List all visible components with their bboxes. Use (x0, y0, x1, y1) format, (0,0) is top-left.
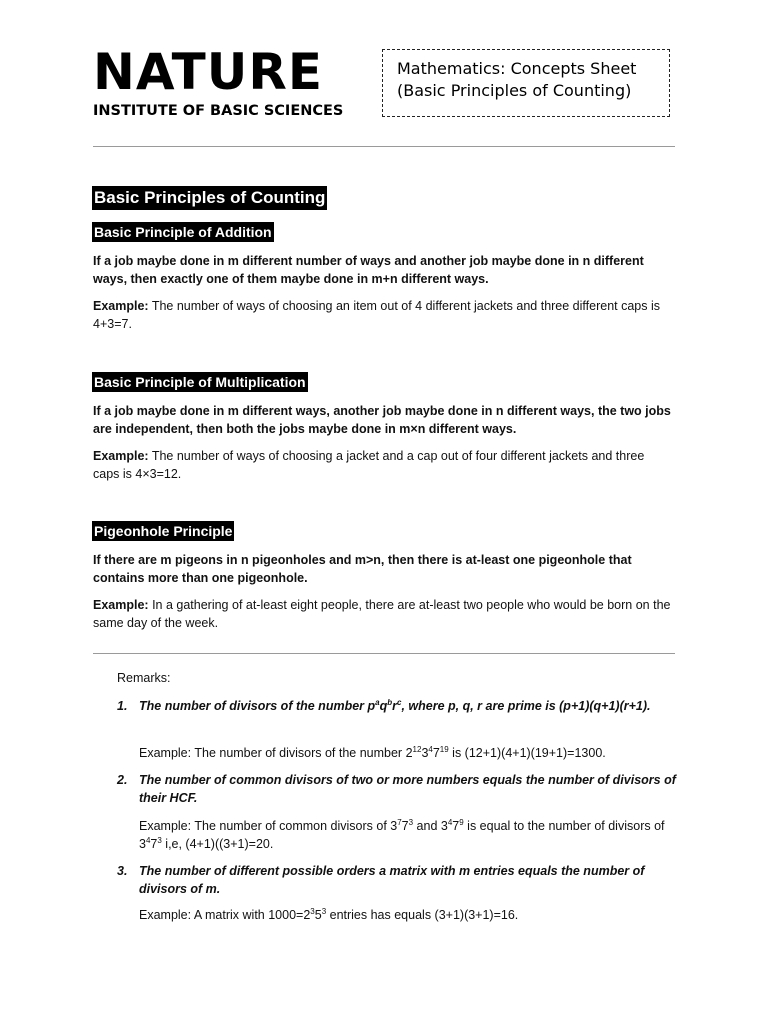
remark-1-example: Example: The number of divisors of the number $2^{12}3^47^{19}$ is (12+1)(4+1)(19+1)=1300. (139, 744, 606, 760)
remark-number: 2. (117, 773, 128, 787)
remark-2-example: Example: The number of common divisors of $3^77^3$ and $3^47^9$ is equal to the number of divisors of $3^47^3$ i,e, (4+1)((3+1)=20. (139, 817, 665, 851)
remark-text: The number of divisors of the number $p^aq^br^c$, where p, q, r are prime is (p+1)(q+1)(r+1). (139, 697, 651, 713)
sheet-title-box (382, 49, 670, 117)
section-heading-multiplication: Basic Principle of Multiplication (94, 374, 306, 390)
multiplication-example (93, 447, 673, 483)
remarks-label: Remarks: (117, 671, 171, 685)
logo-title: NATURE (93, 43, 324, 101)
main-heading: Basic Principles of Counting (92, 186, 327, 210)
remark-3-example: Example: A matrix with $1000=2^35^3$ entries has equals (3+1)(3+1)=16. (139, 906, 519, 922)
pigeonhole-statement: If there are m pigeons in n pigeonholes and m>n, then there is at-least one pigeonhole that contains more than one pigeonhole. (93, 553, 632, 585)
remark-number: 1. (117, 699, 128, 713)
remark-3 (117, 862, 677, 898)
institute-logo (93, 44, 343, 120)
section-heading-pigeonhole: Pigeonhole Principle (94, 523, 233, 539)
example-text: The number of ways of choosing a jacket and a cap out of four different jackets and three caps is 4×3=12. (93, 449, 645, 481)
remark-1 (117, 697, 677, 715)
addition-example (93, 297, 673, 333)
remark-number: 3. (117, 864, 128, 878)
logo-subtitle: INSTITUTE OF BASIC SCIENCES (93, 103, 344, 119)
pigeonhole-example (93, 596, 673, 632)
example-text: The number of ways of choosing an item out of 4 different jackets and three different caps is 4+3=7. (93, 299, 661, 331)
example-label: Example: (93, 598, 149, 612)
sheet-title-line2: (Basic Principles of Counting) (397, 81, 632, 100)
remark-text: The number of common divisors of two or more numbers equals the number of divisors of their HCF. (139, 773, 676, 805)
example-label: Example: (93, 449, 149, 463)
addition-statement: If a job maybe done in m different number of ways and another job maybe done in n different ways, then exactly one of them maybe done in m+n different ways. (93, 254, 644, 286)
remark-text: The number of different possible orders a matrix with m entries equals the number of divisors of m. (139, 864, 645, 896)
example-text: In a gathering of at-least eight people, there are at-least two people who would be born on the same day of the week. (93, 598, 671, 630)
remark-2 (117, 771, 677, 807)
example-label: Example: (93, 299, 149, 313)
multiplication-statement: If a job maybe done in m different ways, another job maybe done in n different ways, the two jobs are independent, then both the jobs maybe done in m×n different ways. (93, 404, 671, 436)
remarks-divider (93, 653, 675, 654)
section-heading-addition: Basic Principle of Addition (94, 224, 272, 240)
header-divider (93, 146, 675, 147)
sheet-title-line1: Mathematics: Concepts Sheet (397, 59, 637, 78)
